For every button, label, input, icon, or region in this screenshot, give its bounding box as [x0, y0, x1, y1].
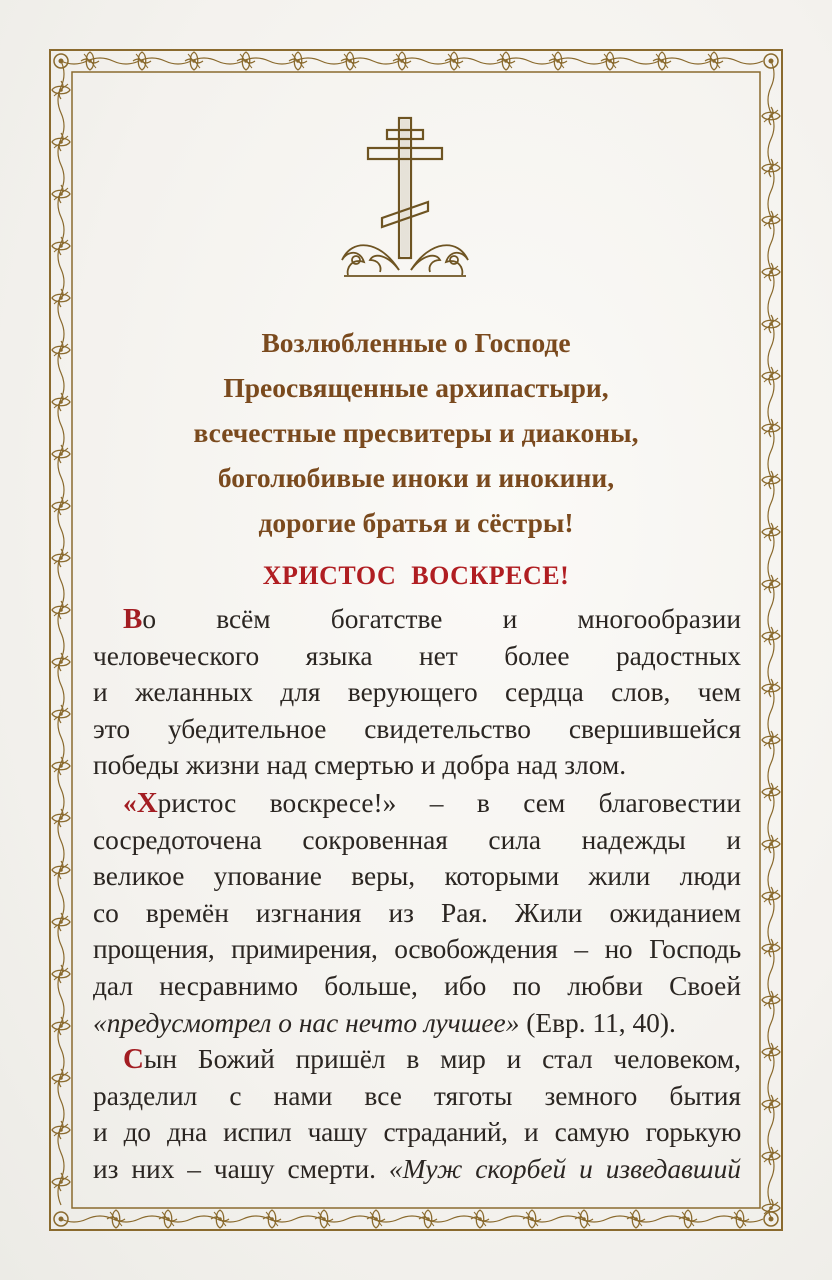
greeting-line: боголюбивые иноки и инокини, [217, 462, 615, 493]
paragraph-line: из них – чашу смерти. [93, 1153, 389, 1184]
paragraph-line: это убедительное свидетельство свершившейся [93, 713, 741, 744]
drop-cap: Х [136, 787, 158, 819]
greeting-line: всечестные пресвитеры и диаконы, [193, 417, 639, 448]
paragraph-line: разделил с нами все тяготы земного бытия [93, 1080, 741, 1111]
paragraph-line: и до дна испил чашу страданий, и самую горькую [93, 1117, 741, 1148]
paragraph-line: человеческого языка нет более радостных [93, 640, 741, 671]
greeting-line: Преосвященные архипастыри, [223, 372, 609, 403]
paragraph-line: ын Божий пришёл в мир и стал человеком, [143, 1044, 741, 1074]
greeting-line: дорогие братья и сёстры! [258, 507, 574, 538]
drop-cap: С [123, 1043, 144, 1075]
paragraph-line: сосредоточена сокровенная сила надежды и [93, 824, 741, 855]
easter-heading: ХРИСТОС ВОСКРЕСЕ! [262, 561, 570, 590]
paragraph-1 [93, 601, 741, 784]
scripture-reference: (Евр. 11, 40). [519, 1007, 676, 1038]
drop-cap: В [123, 603, 143, 635]
paragraph-line: победы жизни над смертью и добра над злом. [93, 750, 627, 781]
paragraph-line: великое упование веры, которыми жили люди [93, 861, 741, 892]
open-quote: « [123, 788, 137, 818]
paragraph-line: и желанных для верующего сердца слов, чем [93, 677, 741, 708]
paragraph-2 [93, 785, 741, 1041]
paragraph-line: со времён изгнания из Рая. Жили ожиданием [93, 897, 741, 928]
orthodox-cross-icon [330, 110, 480, 285]
paragraph-line: ристос воскресе!» – в сем благовестии [157, 788, 741, 818]
greeting-line: Возлюбленные о Господе [261, 327, 571, 358]
scripture-quote: «предусмотрел о нас нечто лучшее» [93, 1007, 520, 1038]
paragraph-line: дал несравнимо больше, ибо по любви Своей [93, 970, 741, 1001]
paragraph-line: прощения, примирения, освобождения – но Господь [93, 934, 741, 965]
scripture-quote: «Муж скорбей и изведавший [388, 1153, 741, 1184]
paragraph-line: о всём богатстве и многообразии [142, 604, 741, 634]
paragraph-3 [93, 1041, 741, 1187]
greeting-block [100, 320, 732, 545]
